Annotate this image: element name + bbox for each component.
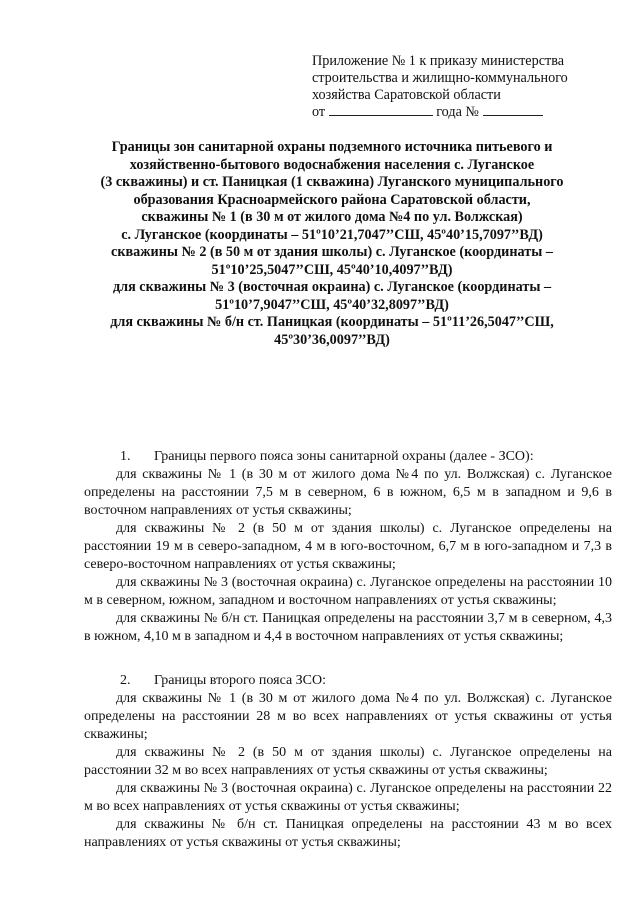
section-2-heading-text: Границы второго пояса ЗСО: xyxy=(154,673,327,688)
handwritten-order-number xyxy=(483,115,543,116)
section-2-paragraph: для скважины № б/н ст. Паницкая определены на расстоянии 43 м во всех направлениях от устья скважины от устья скважины; xyxy=(84,817,612,850)
section-1-paragraph: для скважины № б/н ст. Паницкая определены на расстоянии 3,7 м в северном, 4,3 в южном, 4,10 м в западном и 4,4 в восточном направлениях от устья скважины; xyxy=(84,611,612,644)
appendix-line: хозяйства Саратовской области xyxy=(312,87,501,103)
section-1-paragraph: для скважины № 2 (в 50 м от здания школы) с. Луганское определены на расстоянии 19 м в северо-западном, 4 м в юго-восточном, 6,7 м в юго-западном и 7,3 в северо-восточном направлениях от устья скважины; xyxy=(84,521,612,572)
title-line: образования Красноармейского района Саратовской области, xyxy=(133,191,531,208)
section-1-heading xyxy=(84,448,612,466)
number-prefix: года № xyxy=(436,104,479,120)
handwritten-date xyxy=(329,115,433,116)
title-line: скважины № 2 (в 50 м от здания школы) с. Луганское (координаты – xyxy=(111,244,553,260)
section-1-heading-text: Границы первого пояса зоны санитарной охраны (далее - ЗСО): xyxy=(154,449,534,464)
title-line: для скважины № б/н ст. Паницкая (координаты – 51º11’26,5047’’СШ, xyxy=(110,314,554,330)
title-line: 51º10’25,5047’’СШ, 45º40’10,4097’’ВД) xyxy=(211,261,453,278)
order-date-row xyxy=(312,104,612,121)
title-line: для скважины № 3 (восточная окраина) с. Луганское (координаты – xyxy=(112,279,552,295)
title-line: 45º30’36,0097’’ВД) xyxy=(274,331,390,348)
appendix-line: строительства и жилищно-коммунального xyxy=(312,70,568,86)
appendix-reference xyxy=(312,53,612,121)
document-body xyxy=(84,448,612,852)
title-line: хозяйственно-бытового водоснабжения населения с. Луганское xyxy=(129,156,535,173)
title-line: Границы зон санитарной охраны подземного источника питьевого и xyxy=(111,139,553,155)
section-2-paragraph: для скважины № 2 (в 50 м от здания школы) с. Луганское определены на расстоянии 32 м во всех направлениях от устья скважины от устья скважины; xyxy=(84,745,612,778)
title-line: с. Луганское (координаты – 51º10’21,7047’’СШ, 45º40’15,7097’’ВД) xyxy=(121,226,543,243)
title-line: скважины № 1 (в 30 м от жилого дома №4 по ул. Волжская) xyxy=(141,209,523,225)
section-1-paragraph: для скважины № 1 (в 30 м от жилого дома №4 по ул. Волжская) с. Луганское определены на расстоянии 7,5 м в северном, 6 в южном, 6,5 м в западном и 9,6 в восточном направлениях от устья скважины; xyxy=(84,467,612,518)
title-line: 51º10’7,9047’’СШ, 45º40’32,8097’’ВД) xyxy=(215,296,449,313)
section-2-number: 2. xyxy=(120,673,131,688)
date-prefix: от xyxy=(312,104,326,120)
section-1-paragraph: для скважины № 3 (восточная окраина) с. Луганское определены на расстоянии 10 м в северном, южном, западном и восточном направлениях от устья скважины; xyxy=(84,575,612,608)
appendix-line: Приложение № 1 к приказу министерства xyxy=(312,53,565,69)
section-2-heading xyxy=(84,672,612,690)
section-2-paragraph: для скважины № 3 (восточная окраина) с. Луганское определены на расстоянии 22 м во всех направлениях от устья скважины от устья скважины; xyxy=(84,781,612,814)
document-title xyxy=(62,139,602,349)
section-spacer xyxy=(84,646,612,672)
title-line: (3 скважины) и ст. Паницкая (1 скважина) Луганского муниципального xyxy=(100,174,564,190)
section-1-number: 1. xyxy=(120,449,131,464)
section-2-paragraph: для скважины № 1 (в 30 м от жилого дома №4 по ул. Волжская) с. Луганское определены на расстоянии 28 м во всех направлениях от устья скважины от устья скважины; xyxy=(84,691,612,742)
